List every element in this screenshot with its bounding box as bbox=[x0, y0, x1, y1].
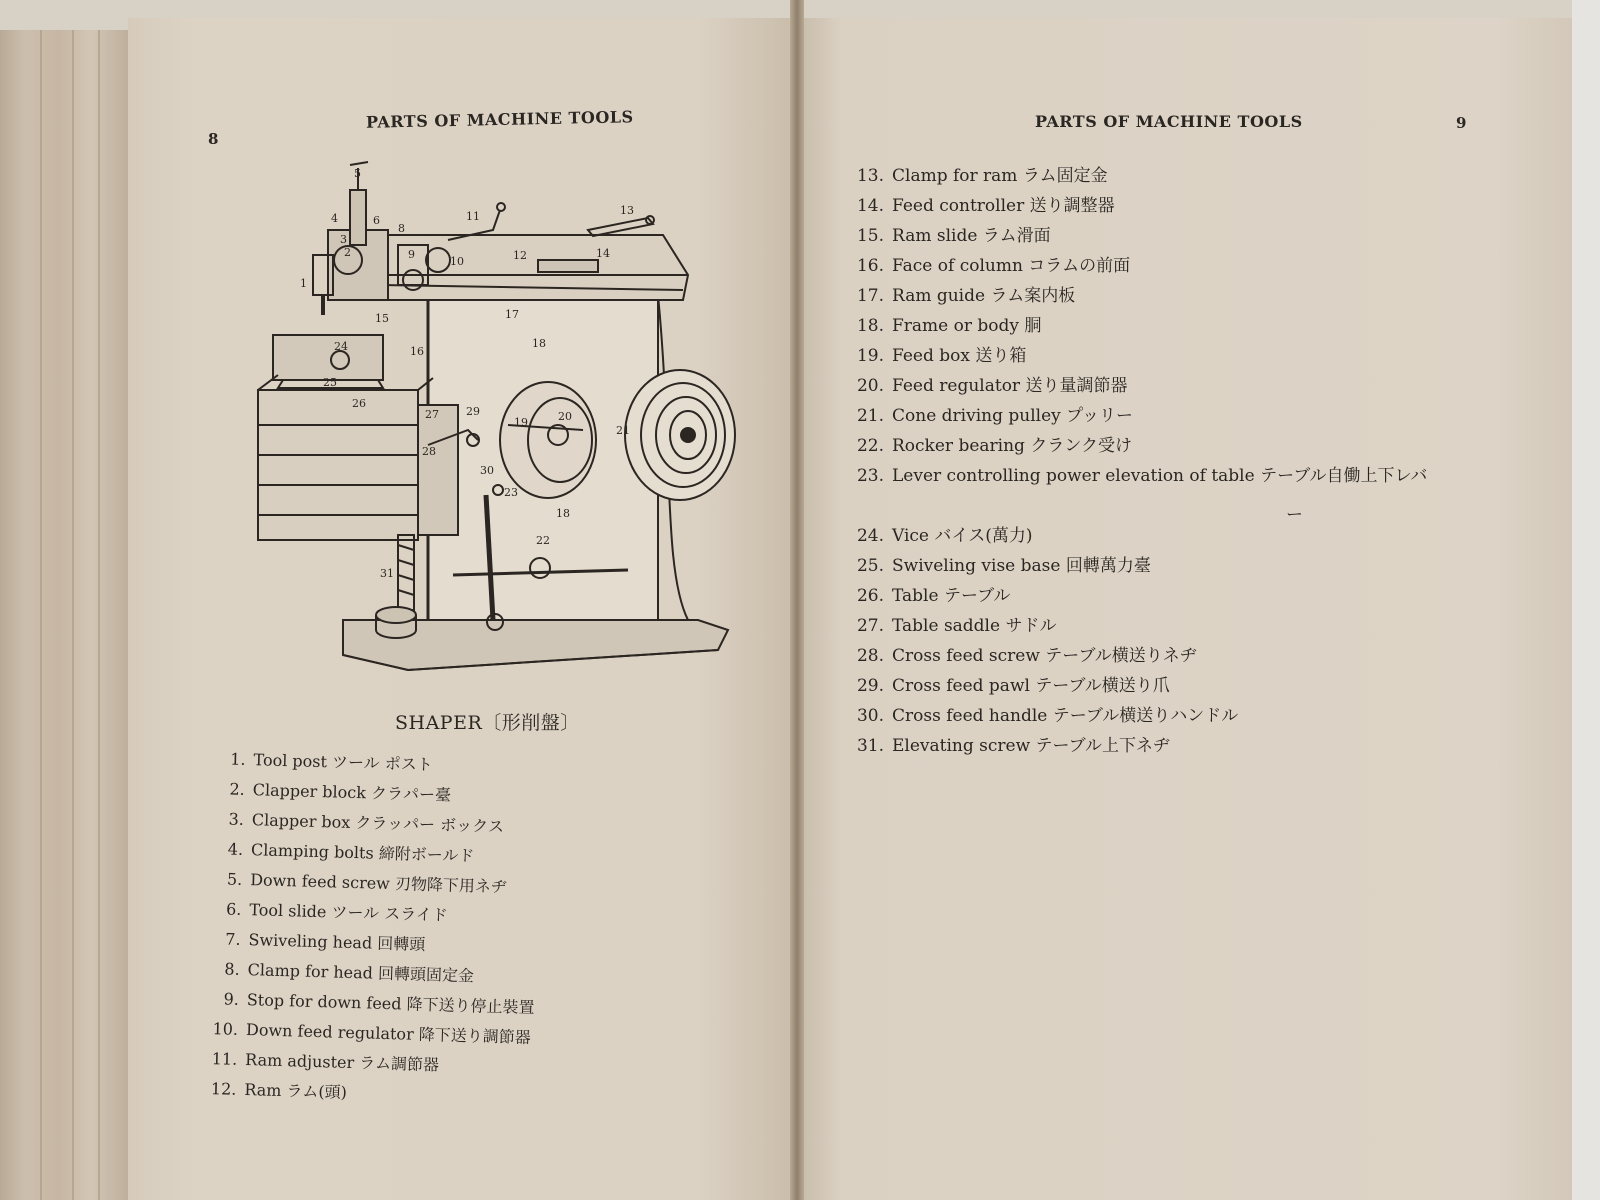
diagram-label: 29 bbox=[466, 405, 480, 418]
wrapped-text-continuation: ー bbox=[1286, 505, 1303, 525]
diagram-label: 11 bbox=[466, 210, 480, 223]
list-item: 25. Swiveling vise base 回轉萬力臺 bbox=[856, 556, 1151, 576]
list-item: 5. Down feed screw 刃物降下用ネヂ bbox=[226, 869, 508, 897]
list-item: 10. Down feed regulator 降下送り調節器 bbox=[212, 1019, 532, 1048]
diagram-label: 12 bbox=[513, 249, 527, 262]
list-item: 28. Cross feed screw テーブル横送りネヂ bbox=[856, 646, 1197, 666]
diagram-label: 25 bbox=[323, 376, 337, 389]
list-item: 23. Lever controlling power elevation of table テーブル自働上下レバ bbox=[856, 466, 1428, 486]
list-item: 30. Cross feed handle テーブル横送りハンドル bbox=[856, 706, 1239, 726]
list-item: 8. Clamp for head 回轉頭固定金 bbox=[224, 959, 475, 986]
diagram-label: 24 bbox=[334, 340, 348, 353]
diagram-label: 27 bbox=[425, 408, 439, 421]
diagram-label: 23 bbox=[504, 486, 518, 499]
list-item: 21. Cone driving pulley プッリー bbox=[856, 406, 1133, 426]
list-item: 4. Clamping bolts 締附ボールド bbox=[227, 839, 475, 866]
list-item: 29. Cross feed pawl テーブル横送り爪 bbox=[856, 676, 1170, 696]
shaper-diagram bbox=[128, 150, 748, 690]
list-item: 16. Face of column コラムの前面 bbox=[856, 256, 1131, 276]
diagram-label: 13 bbox=[620, 204, 634, 217]
diagram-label: 17 bbox=[505, 308, 519, 321]
diagram-label: 5 bbox=[354, 167, 361, 180]
list-item: 22. Rocker bearing クランク受け bbox=[856, 436, 1132, 456]
list-item: 19. Feed box 送り箱 bbox=[856, 346, 1027, 366]
list-item: 13. Clamp for ram ラム固定金 bbox=[856, 166, 1108, 186]
diagram-label: 2 bbox=[344, 246, 351, 259]
list-item: 15. Ram slide ラム滑面 bbox=[856, 226, 1051, 246]
diagram-label: 16 bbox=[410, 345, 424, 358]
diagram-label: 26 bbox=[352, 397, 366, 410]
list-item: 11. Ram adjuster ラム調節器 bbox=[211, 1049, 440, 1075]
diagram-label: 14 bbox=[596, 247, 610, 260]
list-item: 17. Ram guide ラム案内板 bbox=[856, 286, 1076, 306]
left-page-number: 8 bbox=[208, 130, 219, 148]
list-item: 18. Frame or body 胴 bbox=[856, 316, 1042, 336]
book-gutter bbox=[790, 0, 804, 1200]
list-item: 12. Ram ラム(頭) bbox=[210, 1079, 348, 1102]
diagram-label: 18 bbox=[532, 337, 546, 350]
list-item: 1. Tool post ツール ポスト bbox=[230, 749, 434, 775]
book-page-edges bbox=[0, 30, 130, 1200]
list-item: 6. Tool slide ツール スライド bbox=[225, 899, 449, 925]
diagram-label: 6 bbox=[373, 214, 380, 227]
list-item: 2. Clapper block クラパー臺 bbox=[229, 779, 452, 805]
right-page-header: PARTS OF MACHINE TOOLS bbox=[1035, 112, 1303, 131]
list-item: 20. Feed regulator 送り量調節器 bbox=[856, 376, 1128, 396]
diagram-label: 18 bbox=[556, 507, 570, 520]
diagram-label: 28 bbox=[422, 445, 436, 458]
diagram-label: 15 bbox=[375, 312, 389, 325]
diagram-label: 8 bbox=[398, 222, 405, 235]
right-parts-list bbox=[856, 161, 1427, 761]
background-surface bbox=[1572, 0, 1600, 1200]
list-item: 27. Table saddle サドル bbox=[856, 616, 1057, 636]
diagram-label: 1 bbox=[300, 277, 307, 290]
list-item: 3. Clapper box クラッパー ボックス bbox=[228, 809, 505, 837]
diagram-label: 9 bbox=[408, 248, 415, 261]
diagram-label: 10 bbox=[450, 255, 464, 268]
diagram-label: 3 bbox=[340, 233, 347, 246]
list-item: 14. Feed controller 送り調整器 bbox=[856, 196, 1115, 216]
diagram-label: 30 bbox=[480, 464, 494, 477]
list-item: 24. Vice バイス(萬力) bbox=[856, 526, 1033, 546]
diagram-label: 4 bbox=[331, 212, 338, 225]
diagram-caption: SHAPER〔形削盤〕 bbox=[395, 712, 580, 734]
diagram-label: 19 bbox=[514, 416, 528, 429]
diagram-label: 20 bbox=[558, 410, 572, 423]
list-item: 31. Elevating screw テーブル上下ネヂ bbox=[856, 736, 1171, 756]
list-item: 26. Table テーブル bbox=[856, 586, 1011, 606]
diagram-label: 22 bbox=[536, 534, 550, 547]
list-item: 9. Stop for down feed 降下送り停止裝置 bbox=[223, 989, 535, 1018]
diagram-label: 31 bbox=[380, 567, 394, 580]
diagram-label: 21 bbox=[616, 424, 630, 437]
right-page-number: 9 bbox=[1456, 114, 1467, 132]
list-item-spacer bbox=[856, 491, 1427, 521]
left-parts-list bbox=[202, 744, 542, 1113]
list-item: 7. Swiveling head 回轉頭 bbox=[225, 929, 426, 955]
left-page-header: PARTS OF MACHINE TOOLS bbox=[365, 107, 634, 132]
